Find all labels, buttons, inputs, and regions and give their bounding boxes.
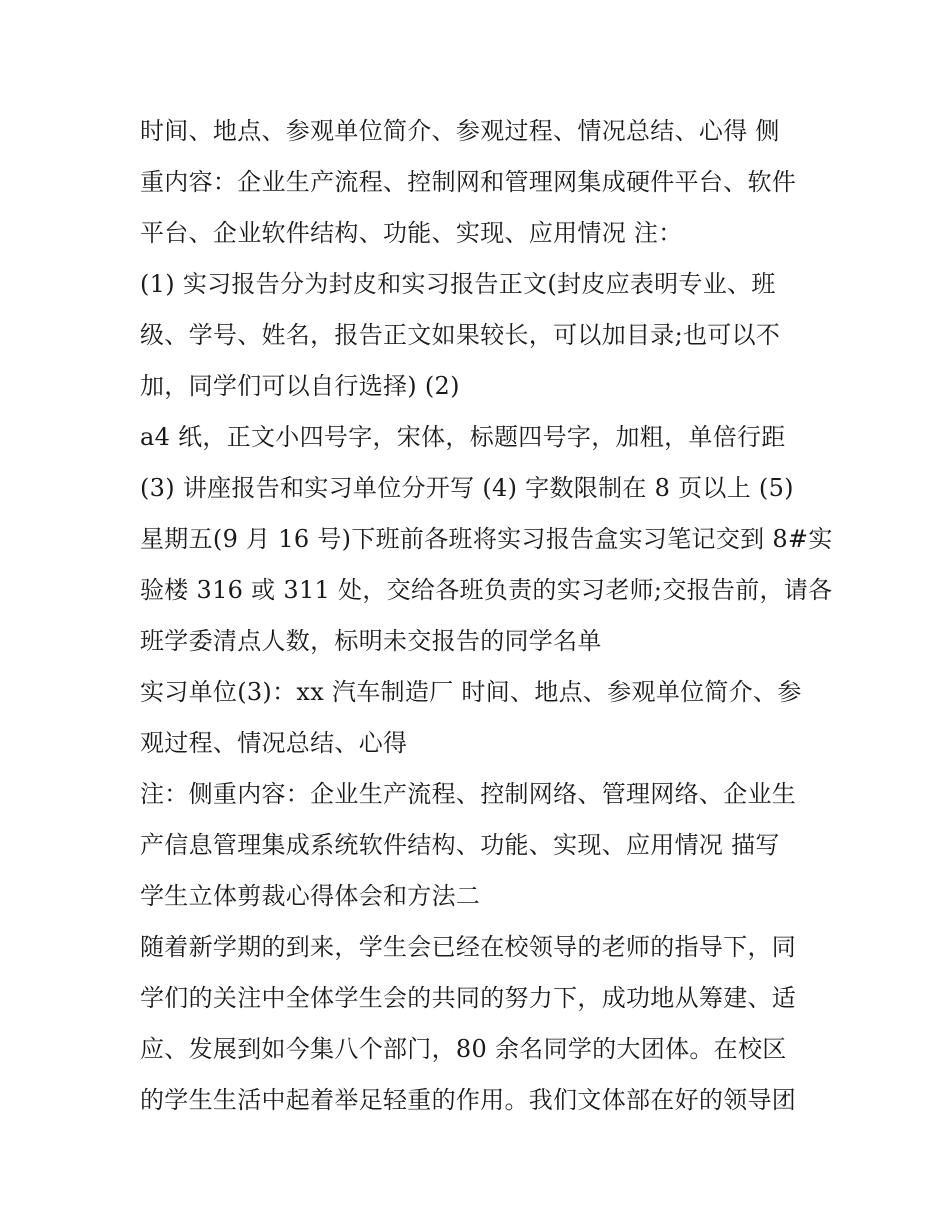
text-line: a4 纸，正文小四号字，宋体，标题四号字，加粗，单倍行距 — [140, 423, 786, 451]
text-line: 随着新学期的到来，学生会已经在校领导的老师的指导下，同 — [140, 933, 797, 961]
text-line: 级、学号、姓名，报告正文如果较长，可以加目录;也可以不 — [140, 321, 781, 349]
text-line: (1) 实习报告分为封皮和实习报告正文(封皮应表明专业、班 — [140, 270, 776, 298]
text-line: 验楼 316 或 311 处，交给各班负责的实习老师;交报告前，请各 — [140, 576, 833, 604]
text-line: 学生立体剪裁心得体会和方法二 — [140, 882, 481, 910]
text-line: 班学委清点人数，标明未交报告的同学名单 — [140, 627, 602, 655]
text-line: 注：侧重内容：企业生产流程、控制网络、管理网络、企业生 — [140, 780, 797, 808]
text-line: 学们的关注中全体学生会的共同的努力下，成功地从筹建、适 — [140, 984, 797, 1012]
text-line: 平台、企业软件结构、功能、实现、应用情况 注： — [140, 219, 683, 247]
text-line: 加，同学们可以自行选择) (2) — [140, 372, 460, 400]
text-line: 产信息管理集成系统软件结构、功能、实现、应用情况 描写 — [140, 831, 780, 859]
text-line: 的学生生活中起着举足轻重的作用。我们文体部在好的领导团 — [140, 1086, 797, 1114]
text-line: (3) 讲座报告和实习单位分开写 (4) 字数限制在 8 页以上 (5) — [140, 474, 794, 502]
text-line: 时间、地点、参观单位简介、参观过程、情况总结、心得 侧 — [140, 117, 780, 145]
text-line: 重内容：企业生产流程、控制网和管理网集成硬件平台、软件 — [140, 168, 797, 196]
text-line: 星期五(9 月 16 号)下班前各班将实习报告盒实习笔记交到 8#实 — [140, 525, 833, 553]
text-line: 实习单位(3)：xx 汽车制造厂 时间、地点、参观单位简介、参 — [140, 678, 802, 706]
body-text — [140, 106, 833, 1126]
text-line: 观过程、情况总结、心得 — [140, 729, 408, 757]
text-line: 应、发展到如今集八个部门，80 余名同学的大团体。在校区 — [140, 1035, 787, 1063]
